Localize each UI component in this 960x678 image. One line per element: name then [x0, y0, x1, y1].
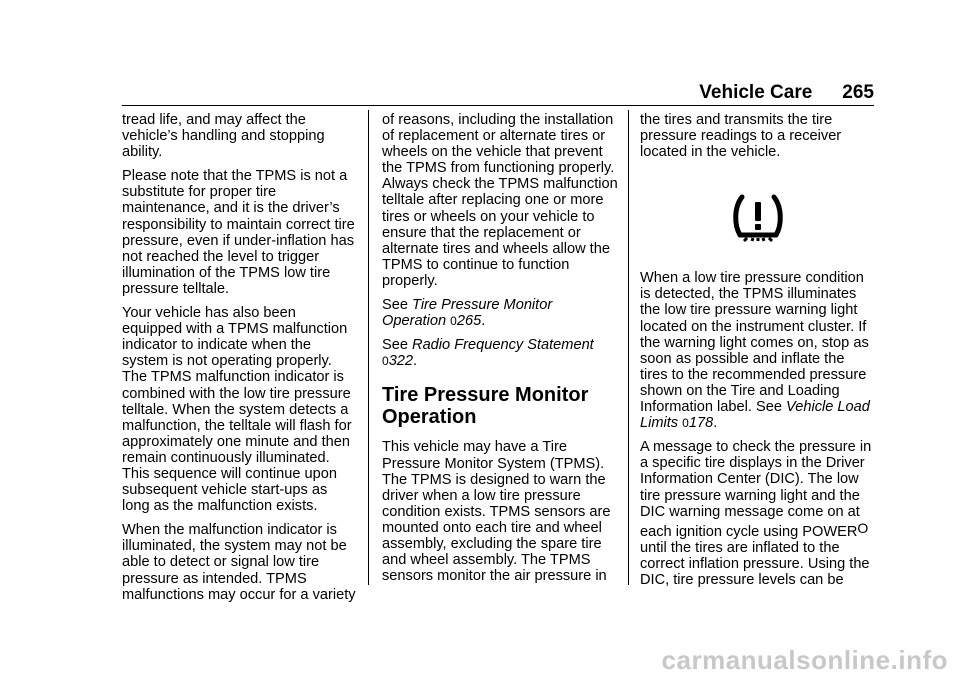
xref-link[interactable]: [382, 297, 552, 329]
paragraph: A message to check the pressure in a specific tire displays in the Driver Information Center (DIC). The low tire pressure warning light and the DIC warning message come on at each ignition cycle using POWERO until the tires are inflated to the correct inflation pressure. Using the DIC, tire pressure levels can be: [640, 439, 872, 588]
paragraph: the tires and transmits the tire pressure readings to a receiver located in the vehicle.: [640, 112, 842, 161]
header-rule: [122, 105, 874, 106]
paragraph: Your vehicle has also been equipped with a TPMS malfunction indicator to indicate when the system is not operating properly. The TPMS malfunction indicator is combined with the low tire pressure telltale. When the system detects a malfunction, the telltale will flash for approximately one minute and then remain continuously illuminated. This sequence will continue upon subsequent vehicle start-ups as long as the malfunction exists.: [122, 305, 352, 515]
xref-link[interactable]: [382, 337, 594, 369]
see-prefix: See: [382, 337, 408, 354]
xref-title: Radio Frequency Statement: [412, 337, 594, 354]
column-divider-2: [628, 110, 629, 585]
column-divider-1: [368, 110, 369, 585]
column-2: [382, 112, 618, 592]
xref-page: 178: [688, 415, 714, 432]
paragraph: tread life, and may affect the vehicle’s handling and stopping ability.: [122, 112, 325, 161]
paragraph: When a low tire pressure condition is detected, the TPMS illuminates the low tire pressure warning light located on the instrument cluster. If the warning light comes on, stop as soon as possible and inflate the tires to the recommended pressure shown on the Tire and Loading Information label. See Vehicle Load Limits 0178.: [640, 270, 870, 432]
page-number: 265: [842, 82, 874, 103]
column-1: [122, 112, 358, 611]
see-reference: See Tire Pressure Monitor Operation 0265.: [382, 297, 553, 330]
section-title: Vehicle Care: [699, 82, 813, 103]
xref-arrow-icon: 0: [682, 416, 689, 431]
xref-arrow-icon: 0: [450, 314, 457, 329]
see-prefix: See: [382, 297, 408, 314]
section-heading: Tire Pressure Monitor Operation: [382, 384, 589, 429]
paragraph: This vehicle may have a Tire Pressure Monitor System (TPMS). The TPMS is designed to warn the driver when a low tire pressure condition exists. TPMS sensors are mounted onto each tire and wheel assembly, excluding the spare tire and wheel assembly. The TPMS sensors monitor the air pressure in: [382, 439, 611, 585]
paragraph: Please note that the TPMS is not a substitute for proper tire maintenance, and it is the driver’s responsibility to maintain correct tire pressure, even if under-inflation has not reached the level to trigger illumination of the TPMS low tire pressure telltale.: [122, 168, 355, 297]
column-3: [640, 112, 876, 596]
watermark: carmanualsonline.info: [661, 645, 948, 675]
paragraph: When the malfunction indicator is illuminated, the system may not be able to detect or signal low tire pressure as intended. TPMS malfunctions may occur for a variety: [122, 522, 356, 603]
xref-arrow-icon: 0: [382, 354, 389, 369]
see-reference: See Radio Frequency Statement 0322.: [382, 337, 594, 370]
page-header: [699, 82, 874, 106]
xref-title: Tire Pressure Monitor Operation: [382, 297, 553, 330]
power-icon: O: [857, 519, 869, 536]
tpms-icon-container: [640, 168, 876, 270]
tpms-low-pressure-icon: [728, 193, 788, 245]
xref-page: 322: [388, 353, 414, 370]
xref-title: Vehicle Load Limits: [640, 399, 870, 432]
xref-page: 265: [456, 313, 482, 330]
paragraph: of reasons, including the installation of replacement or alternate tires or wheels on the vehicle that prevent the TPMS from functioning properly. Always check the TPMS malfunction telltale after replacing one or more tires or wheels on your vehicle to ensure that the replacement or alternate tires and wheels allow the TPMS to continue to function properly.: [382, 112, 618, 289]
